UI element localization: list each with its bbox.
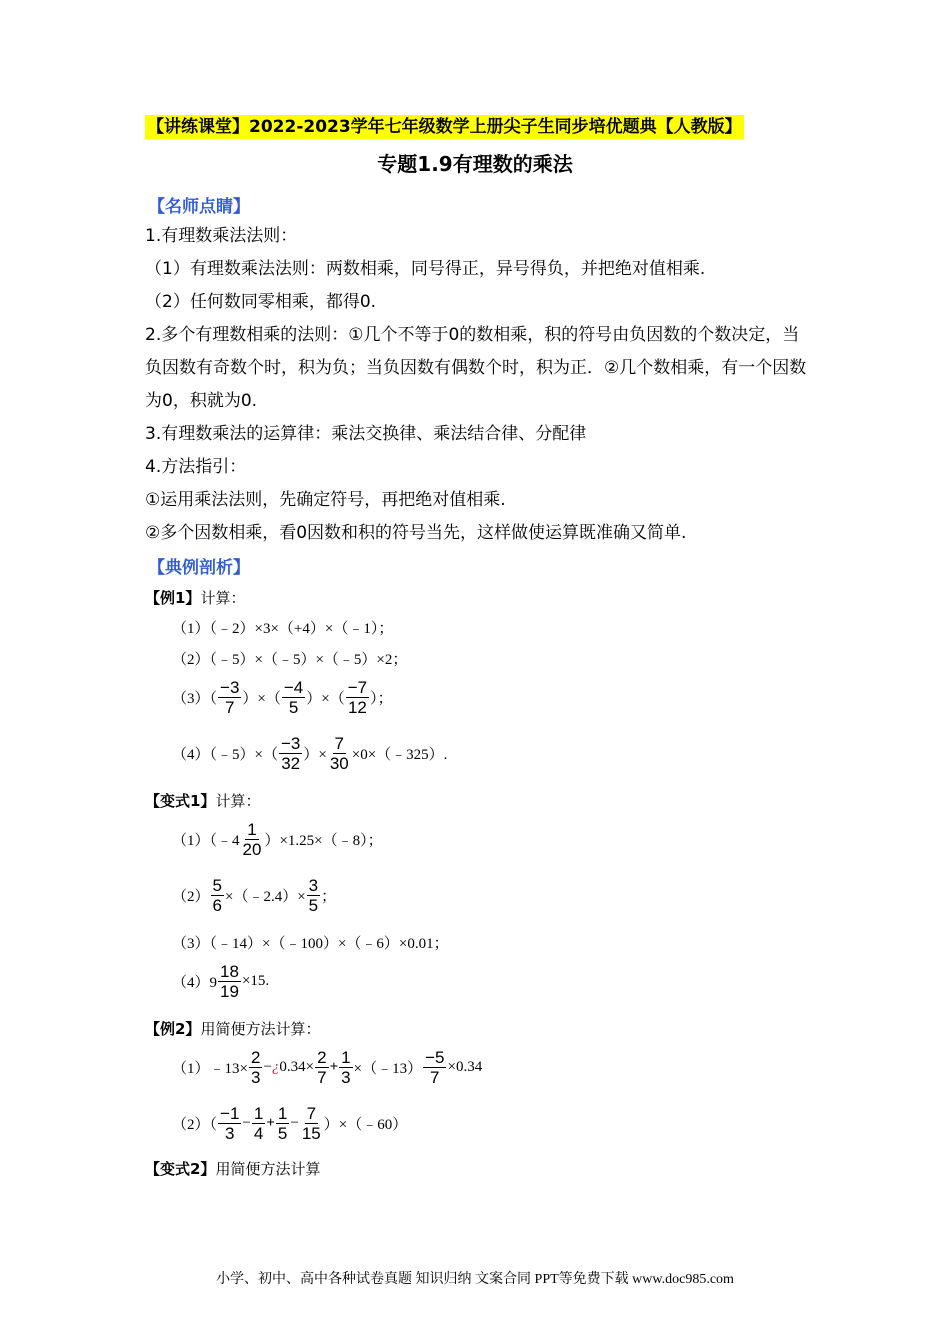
operator: ×（﹣2.4）× (224, 889, 306, 905)
denominator: 6 (212, 896, 222, 915)
variant-1-label: 【变式1】 (145, 792, 216, 810)
section-heading-examples: 【典例剖析】 (148, 558, 250, 578)
variant-1-q2 (172, 876, 336, 915)
numerator: 2 (317, 1048, 327, 1067)
numerator: 1 (341, 1048, 351, 1067)
fraction (276, 1104, 289, 1143)
rule-4a: ①运用乘法法则，先确定符号，再把绝对值相乘. (145, 490, 506, 510)
q1-suffix: ）×1.25×（﹣8）； (264, 833, 383, 849)
example-2-q2 (172, 1104, 407, 1143)
example-1-q4 (172, 734, 447, 773)
numerator: 1 (247, 820, 257, 839)
q4-prefix: （4）（﹣5）×（ (172, 747, 278, 763)
numerator: 1 (277, 1104, 288, 1123)
rule-1a: （1）有理数乘法法则：两数相乘，同号得正，异号得负，并把绝对值相乘. (145, 259, 706, 279)
operator: ）×（ (306, 691, 345, 707)
rule-4: 4.方法指引： (145, 457, 247, 477)
q2-suffix: ）×（﹣60） (323, 1117, 408, 1133)
denominator: 12 (347, 698, 367, 717)
operator: + (266, 1115, 275, 1131)
fraction (315, 1048, 328, 1087)
stray-glyph: ¿ (271, 1059, 280, 1075)
denominator: 3 (224, 1124, 235, 1143)
fraction (300, 1104, 323, 1143)
example-2-q1 (172, 1048, 482, 1087)
example-1-heading (145, 587, 245, 608)
denominator: 5 (277, 1124, 288, 1143)
fraction (282, 678, 305, 717)
example-1-q2: （2）（﹣5）×（﹣5）×（﹣5）×2； (172, 652, 408, 668)
denominator: 19 (220, 982, 239, 1001)
denominator: 15 (301, 1124, 321, 1143)
example-2-heading (145, 1018, 320, 1039)
variant-1-text: 计算： (215, 794, 261, 810)
fraction (218, 678, 241, 717)
fraction (249, 1048, 262, 1087)
variant-2-label: 【变式2】 (145, 1160, 216, 1178)
fraction (346, 678, 369, 717)
rule-1b: （2）任何数同零相乘，都得0. (145, 292, 377, 312)
variant-1-heading (145, 790, 260, 811)
operator: + (329, 1059, 339, 1075)
denominator: 20 (242, 840, 262, 859)
fraction (328, 734, 351, 773)
q2-suffix: ； (321, 889, 337, 905)
section-heading-tips: 【名师点睛】 (148, 197, 250, 217)
numerator: −1 (220, 1104, 240, 1123)
numerator: −3 (280, 734, 301, 753)
operator: ）×（ (242, 691, 281, 707)
rule-3: 3.有理数乘法的运算律：乘法交换律、乘法结合律、分配律 (145, 424, 587, 444)
numerator: 5 (212, 876, 222, 895)
variant-2-text: 用简便方法计算 (215, 1162, 321, 1178)
numerator: 2 (250, 1048, 261, 1067)
q4-suffix: ×15. (241, 973, 270, 989)
q2-prefix: （2）（ (172, 1117, 218, 1133)
example-1-label: 【例1】 (145, 589, 201, 607)
example-2-label: 【例2】 (145, 1020, 201, 1038)
fraction (211, 876, 224, 915)
variant-2-heading (145, 1158, 320, 1179)
operator: − (263, 1059, 272, 1075)
denominator: 3 (250, 1068, 261, 1087)
fraction (241, 820, 264, 859)
numerator: 7 (306, 1104, 317, 1123)
q3-suffix: ）； (370, 691, 393, 707)
page-title: 专题1.9有理数的乘法 (377, 152, 573, 176)
q1-prefix: （1）﹣13× (172, 1061, 248, 1077)
example-1-q1: （1）（﹣2）×3×（+4）×（﹣1）； (172, 621, 394, 637)
numerator: 7 (334, 734, 345, 753)
numerator: 18 (220, 962, 239, 981)
operator: 0.34× (279, 1059, 315, 1075)
denominator: 5 (288, 698, 299, 717)
operator: − (242, 1115, 251, 1131)
numerator: 3 (308, 876, 319, 895)
denominator: 4 (253, 1124, 264, 1143)
q1-suffix: ×0.34 (447, 1059, 483, 1075)
denominator: 7 (317, 1068, 327, 1087)
variant-1-q4 (172, 962, 269, 1001)
fraction (423, 1048, 446, 1087)
denominator: 32 (281, 754, 301, 773)
numerator: −4 (283, 678, 304, 697)
fraction (218, 962, 241, 1001)
q2-prefix: （2） (172, 889, 210, 905)
denominator: 5 (308, 896, 319, 915)
fraction (218, 1104, 241, 1143)
variant-1-q1 (172, 820, 383, 859)
denominator: 7 (224, 698, 235, 717)
rule-2: 2.多个有理数相乘的法则：①几个不等于0的数相乘，积的符号由负因数的个数决定，当负因数有奇数个时，积为负；当负因数有偶数个时，积为正．②几个数相乘，有一个因数为0，积就为0. (145, 325, 807, 411)
numerator: −3 (220, 678, 240, 697)
rule-1: 1.有理数乘法法则： (145, 226, 298, 246)
q3-prefix: （3）（ (172, 691, 218, 707)
operator: ×（﹣13） (353, 1061, 423, 1077)
numerator: −5 (425, 1048, 445, 1067)
variant-1-q3: （3）（﹣14）×（﹣100）×（﹣6）×0.01； (172, 936, 449, 952)
operator: ）× (303, 747, 327, 763)
q4-prefix: （4）9 (172, 975, 218, 991)
denominator: 3 (341, 1068, 351, 1087)
denominator: 7 (430, 1068, 440, 1087)
document-banner: 【讲练课堂】2022-2023学年七年级数学上册尖子生同步培优题典【人教版】 (147, 117, 742, 137)
denominator: 30 (329, 754, 349, 773)
fraction (307, 876, 320, 915)
example-1-q3 (172, 678, 393, 717)
example-2-text: 用简便方法计算： (200, 1022, 321, 1038)
rule-4b: ②多个因数相乘，看0因数和积的符号当先，这样做使运算既准确又简单. (145, 523, 687, 543)
numerator: −7 (347, 678, 368, 697)
fraction (279, 734, 302, 773)
operator: − (290, 1115, 299, 1131)
q4-suffix: ×0×（﹣325）. (351, 747, 448, 763)
example-1-text: 计算： (200, 591, 246, 607)
fraction (252, 1104, 265, 1143)
footer-text: 小学、初中、高中各种试卷真题 知识归纳 文案合同 PPT等免费下载 www.doc985.com (216, 1272, 734, 1287)
fraction (339, 1048, 352, 1087)
q1-prefix: （1）（﹣4 (172, 833, 240, 849)
numerator: 1 (253, 1104, 264, 1123)
